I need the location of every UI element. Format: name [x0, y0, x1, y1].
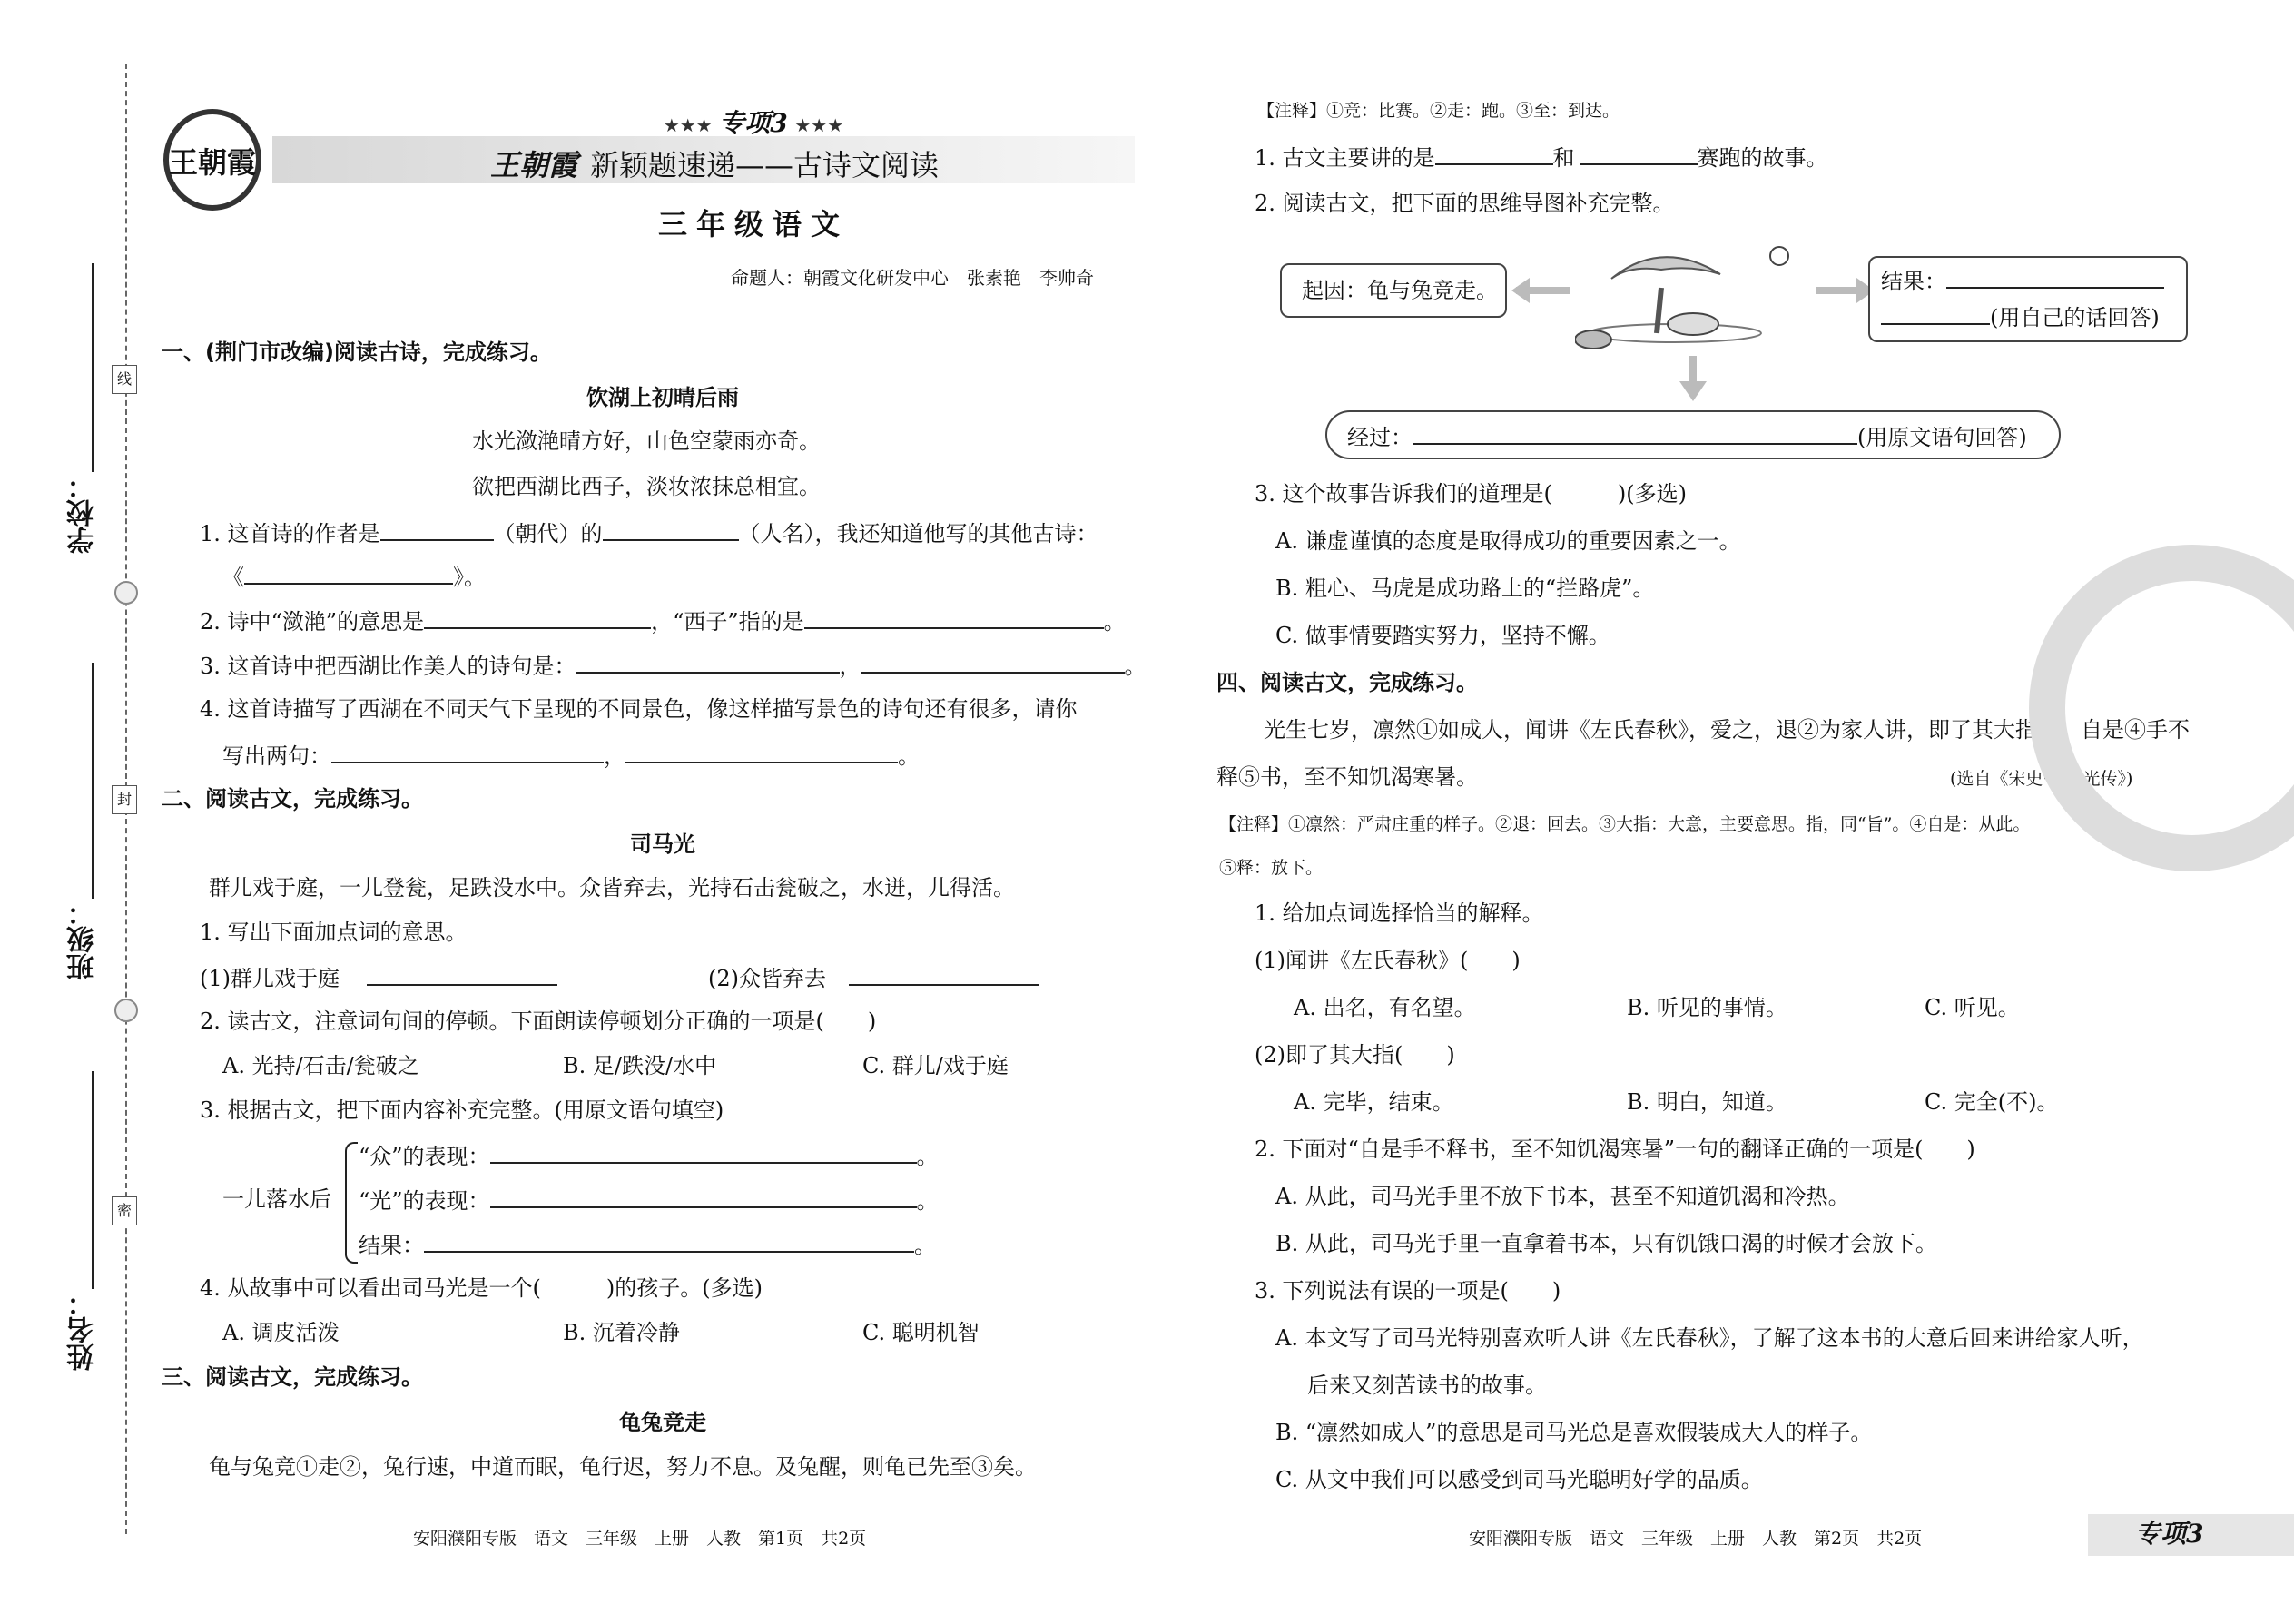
- poem-line-2: 欲把西湖比西子，淡妆浓抹总相宜。: [472, 474, 821, 499]
- question-4-2: 2. 下面对“自是手不释书，至不知饥渴寒暑”一句的翻译正确的一项是( ): [1255, 1137, 1975, 1162]
- stars-icon: ★★★: [794, 114, 844, 136]
- corner-tag: [2088, 1514, 2294, 1556]
- section-1-heading: 一、(荆门市改编)阅读古诗，完成练习。: [162, 340, 552, 365]
- option[interactable]: C. 从文中我们可以感受到司马光聪明好学的品质。: [1275, 1467, 1763, 1492]
- question-2-3: 3. 根据古文，把下面内容补充完整。(用原文语句填空): [200, 1097, 724, 1123]
- answer-blank[interactable]: [1580, 142, 1698, 165]
- q-text: 1. 古文主要讲的是: [1255, 145, 1435, 171]
- question-2-4: 4. 从故事中可以看出司马光是一个( )的孩子。(多选): [200, 1275, 763, 1301]
- classical-text: 群儿戏于庭，一儿登瓮，足跌没水中。众皆弃去，光持石击瓮破之，水迸，儿得活。: [209, 875, 1015, 901]
- option[interactable]: B. 从此，司马光手里一直拿着书本，只有饥饿口渴的时候才会放下。: [1275, 1231, 1937, 1256]
- q-text: 》。: [453, 565, 486, 590]
- seal-mark: 封: [112, 785, 137, 814]
- option[interactable]: A. 调皮活泼: [222, 1320, 340, 1345]
- q-text: (用原文语句回答): [1857, 425, 2027, 450]
- q-text: 。: [916, 1188, 939, 1214]
- option[interactable]: A. 出名，有名望。: [1294, 995, 1476, 1020]
- annotation: 【注释】①凛然：严肃庄重的样子。②退：回去。③大指：大意，主要意思。指，同“旨”。④自是：从此。: [1219, 814, 2031, 834]
- arrow-left-icon: [1511, 278, 1530, 303]
- binding-margin: [0, 0, 136, 1624]
- q-text: 赛跑的故事。: [1697, 145, 1828, 171]
- q-text: 。: [1124, 654, 1147, 679]
- cause-text: 起因：龟与兔竞走。: [1302, 278, 1498, 303]
- question-2-1-b: [708, 962, 1039, 993]
- option[interactable]: A. 本文写了司马光特别喜欢听人讲《左氏春秋》，了解了这本书的大意后回来讲给家人听，: [1275, 1325, 2144, 1351]
- brand-logo: [163, 109, 261, 211]
- answer-blank[interactable]: [1946, 265, 2164, 289]
- option[interactable]: C. 听见。: [1925, 995, 2020, 1020]
- option[interactable]: C. 做事情要踏实努力，坚持不懈。: [1275, 623, 1610, 648]
- option[interactable]: C. 群儿/戏于庭: [862, 1053, 1009, 1078]
- annotation: 【注释】①竞：比赛。②走：跑。③至：到达。: [1257, 101, 1620, 121]
- answer-blank[interactable]: [424, 1229, 914, 1253]
- q-text: 结果：: [1881, 269, 1946, 294]
- question-1-1-cont: [222, 561, 486, 592]
- answer-blank[interactable]: [331, 740, 604, 763]
- option[interactable]: A. 光持/石击/瓮破之: [222, 1053, 419, 1078]
- q-text: 经过：: [1347, 425, 1413, 450]
- name-field[interactable]: [92, 1071, 94, 1289]
- fill-row: [359, 1185, 939, 1216]
- answer-blank[interactable]: [424, 605, 651, 629]
- brand-mark: 王朝霞: [490, 148, 578, 182]
- question-4-1: 1. 给加点词选择恰当的解释。: [1255, 901, 1544, 926]
- q-text: (用自己的话回答): [1990, 305, 2160, 330]
- source: (选自《宋史·司马光传》): [1950, 769, 2133, 789]
- q-text: 。: [1103, 609, 1126, 635]
- section-3-heading: 三、阅读古文，完成练习。: [162, 1364, 423, 1390]
- school-field[interactable]: [92, 263, 94, 472]
- q-text: 。: [898, 743, 920, 769]
- seal-mark: 线: [112, 365, 137, 394]
- option[interactable]: A. 从此，司马光手里不放下书本，甚至不知道饥渴和冷热。: [1275, 1184, 1850, 1209]
- q-text: (1)群儿戏于庭: [200, 966, 340, 991]
- question-3-3: 3. 这个故事告诉我们的道理是( )(多选): [1255, 481, 1687, 507]
- arrow-down-icon: [1679, 381, 1707, 401]
- binding-hole: [114, 581, 138, 605]
- text-title: 龟兔竞走: [619, 1410, 706, 1435]
- answer-blank[interactable]: [625, 740, 898, 763]
- answer-blank[interactable]: [576, 650, 840, 674]
- subject-title: 三年级语文: [657, 207, 849, 241]
- option-cont: 后来又刻苦读书的故事。: [1307, 1373, 1547, 1398]
- option[interactable]: C. 聪明机智: [862, 1320, 980, 1345]
- q-text: （人名），我还知道他写的其他古诗：: [738, 521, 1098, 546]
- name-label: 姓名：: [67, 1289, 99, 1371]
- series-tag: [590, 109, 917, 140]
- classical-text: 光生七岁，凛然①如成人，闻讲《左氏春秋》，爱之，退②为家人讲，即了其大指③。自是④手不: [1264, 717, 2190, 743]
- answer-blank[interactable]: [1413, 421, 1857, 445]
- question-4-3: 3. 下列说法有误的一项是( ): [1255, 1278, 1561, 1304]
- corner-tag-text: 专项3: [2135, 1519, 2204, 1549]
- answer-blank[interactable]: [861, 650, 1125, 674]
- title-text: 新颖题速递——古诗文阅读: [590, 148, 940, 182]
- answer-blank[interactable]: [244, 561, 453, 585]
- result-row: [1881, 265, 2164, 296]
- fill-row: [359, 1140, 939, 1171]
- annotation: ⑤释：放下。: [1219, 858, 1324, 878]
- q-text: “众”的表现：: [359, 1144, 490, 1169]
- q-text: 。: [914, 1233, 936, 1258]
- q-text: 和: [1552, 145, 1575, 171]
- option[interactable]: B. 粗心、马虎是成功路上的“拦路虎”。: [1275, 576, 1655, 601]
- school-label: 学校：: [67, 472, 99, 554]
- question-4-1-b: (2)即了其大指( ): [1255, 1042, 1455, 1068]
- question-2-2: 2. 读古文，注意词句间的停顿。下面朗读停顿划分正确的一项是( ): [200, 1009, 877, 1034]
- stars-icon: ★★★: [663, 114, 713, 136]
- option[interactable]: B. 明白，知道。: [1627, 1089, 1787, 1115]
- answer-blank[interactable]: [1435, 142, 1553, 165]
- q-text: “光”的表现：: [359, 1188, 490, 1214]
- q-text: （朝代）的: [493, 521, 603, 546]
- series-tag-text: 专项3: [719, 108, 788, 138]
- section-4-heading: 四、阅读古文，完成练习。: [1216, 670, 1478, 695]
- q-text: 。: [916, 1144, 939, 1169]
- option[interactable]: A. 谦虚谨慎的态度是取得成功的重要因素之一。: [1275, 528, 1741, 554]
- classical-text: 龟与兔竞①走②，兔行速，中道而眠，龟行迟，努力不息。及兔醒，则龟已先至③矣。: [209, 1454, 1037, 1480]
- q-text: ，: [604, 743, 625, 769]
- question-1-3: [200, 650, 1147, 681]
- option[interactable]: C. 完全(不)。: [1925, 1089, 2059, 1115]
- question-1-4: 4. 这首诗描写了西湖在不同天气下呈现的不同景色，像这样描写景色的诗句还有很多，请你: [200, 696, 1078, 722]
- option[interactable]: B. 足/跌没/水中: [563, 1053, 717, 1078]
- q-text: 3. 这首诗中把西湖比作美人的诗句是：: [200, 654, 576, 679]
- class-label: 班级：: [67, 899, 99, 980]
- q-text: 《: [222, 565, 244, 590]
- section-2-heading: 二、阅读古文，完成练习。: [162, 786, 423, 812]
- q-text: 结果：: [359, 1233, 424, 1258]
- answer-blank[interactable]: [490, 1185, 917, 1208]
- poem-title: 饮湖上初晴后雨: [586, 385, 739, 410]
- question-3-2: 2. 阅读古文，把下面的思维导图补充完整。: [1255, 191, 1675, 216]
- brace: [345, 1142, 358, 1264]
- answer-blank[interactable]: [603, 517, 739, 541]
- question-1-4-cont: [222, 740, 920, 771]
- arrow-right: [1816, 287, 1861, 294]
- question-1-2: [200, 605, 1126, 636]
- option[interactable]: B. 沉着冷静: [563, 1320, 680, 1345]
- answer-blank[interactable]: [490, 1140, 917, 1164]
- q-text: 写出两句：: [222, 743, 331, 769]
- answer-blank[interactable]: [849, 962, 1039, 986]
- brand-logo-text: 王朝霞: [169, 145, 257, 180]
- question-1-1: [200, 517, 1098, 548]
- q-text: 1. 这首诗的作者是: [200, 521, 380, 546]
- option[interactable]: B. “凛然如成人”的意思是司马光总是喜欢假装成大人的样子。: [1275, 1420, 1873, 1445]
- question-3-1: [1255, 142, 1828, 172]
- brace-label: 一儿落水后: [222, 1186, 331, 1212]
- cause-box: [1280, 263, 1507, 318]
- option[interactable]: A. 完毕，结束。: [1294, 1089, 1454, 1115]
- question-2-1-a: [200, 962, 557, 993]
- page-footer: 安阳濮阳专版 语文 三年级 上册 人教 第1页 共2页: [413, 1529, 867, 1549]
- process-row: [1347, 421, 2027, 452]
- arrow-down: [1689, 356, 1697, 383]
- text-title: 司马光: [630, 832, 695, 857]
- answer-blank[interactable]: [367, 962, 557, 986]
- tortoise-hare-illustration: [1575, 238, 1797, 356]
- option[interactable]: B. 听见的事情。: [1627, 995, 1787, 1020]
- page-title: [490, 145, 939, 185]
- poem-line-1: 水光潋滟晴方好，山色空蒙雨亦奇。: [472, 428, 821, 454]
- q-text: ，: [839, 654, 861, 679]
- question-2-1: 1. 写出下面加点词的意思。: [200, 920, 468, 945]
- answer-blank[interactable]: [804, 605, 1104, 629]
- process-box: [1325, 410, 2061, 459]
- authors: 命题人：朝霞文化研发中心 张素艳 李帅奇: [731, 267, 1094, 289]
- binding-hole: [114, 999, 138, 1022]
- watermark-seal: [2029, 545, 2294, 871]
- q-text: 2. 诗中“潋滟”的意思是: [200, 609, 425, 635]
- q-text: ，“西子”指的是: [651, 609, 804, 635]
- answer-blank[interactable]: [380, 517, 494, 541]
- page-footer: 安阳濮阳专版 语文 三年级 上册 人教 第2页 共2页: [1469, 1529, 1923, 1549]
- seal-mark: 密: [112, 1196, 137, 1225]
- q-text: (2)众皆弃去: [708, 966, 826, 991]
- fill-row: [359, 1229, 936, 1260]
- class-field[interactable]: [92, 663, 94, 899]
- result-box: [1868, 256, 2188, 342]
- answer-blank[interactable]: [1881, 301, 1990, 325]
- result-row: [1881, 301, 2160, 332]
- question-4-1-a: (1)闻讲《左氏春秋》( ): [1255, 948, 1521, 973]
- classical-text: 释⑤书，至不知饥渴寒暑。: [1216, 764, 1478, 790]
